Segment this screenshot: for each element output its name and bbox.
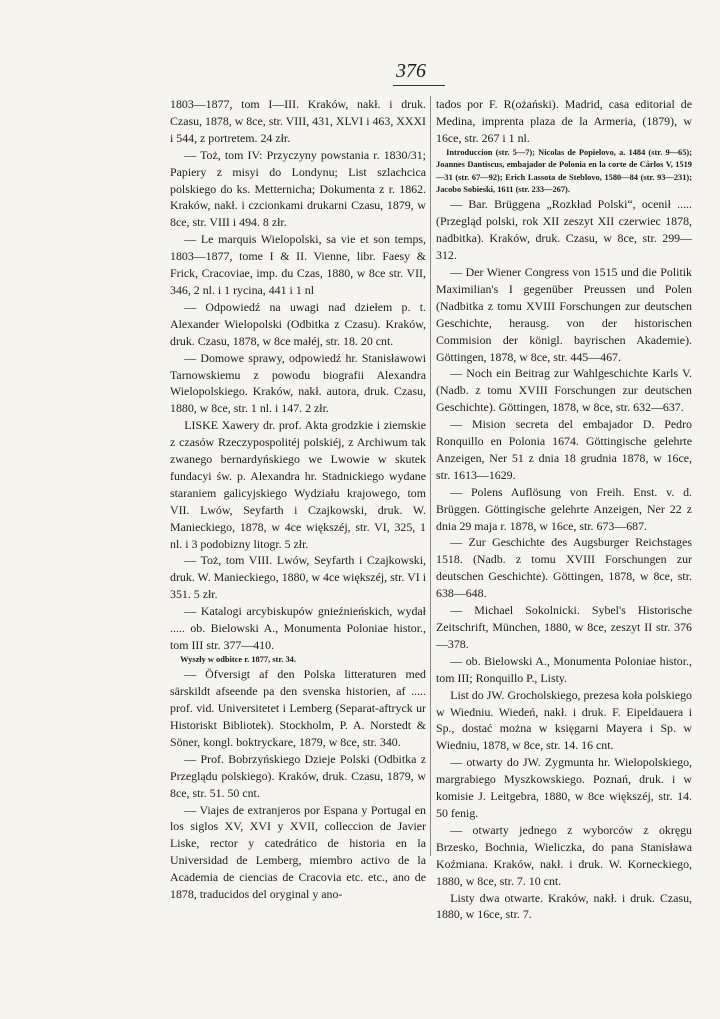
page-number: 376: [396, 60, 426, 82]
bibliography-entry: — Michael Sokolnicki. Sybel's Historische Zeitschrift, München, 1880, w 8ce, zeszyt II str. 376—378.: [436, 603, 692, 651]
bibliography-entry: — Katalogi arcybiskupów gnieźnieńskich, wydał ..... ob. Bielowski A., Monumenta Poloniae histor., tom III str. 377—410.: [170, 604, 426, 652]
bibliography-entry: — Der Wiener Congress von 1515 und die Politik Maximilian's I gegenüber Preussen und Polen (Nadbitka z tomu XVIII Forschungen zur deutschen Geschichte, herausg. von der historischen Commision der königl. bayrischen Akademie). Göttingen, 1878, w 8ce, str. 445—467.: [436, 264, 692, 364]
bibliography-entry: tados por F. R(ożański). Madrid, casa editorial de Medina, imprenta plaza de la Armeria, (1879), w 16ce, str. 267 i 1 nl.: [436, 97, 692, 145]
column-divider: [430, 96, 431, 856]
page-number-rule: [393, 85, 445, 86]
bibliography-entry: — Öfversigt af den Polska litteraturen med särskildt afseende pa den svenska historien, af ..... prof. vid. Universitetet i Lemberg (Separat-aftryck ur Historiskt Bibliotek). Stockholm, P. A. Norstedt & Söner, kongl. boktryckare, 1879, w 8ce, str. 340.: [170, 667, 426, 749]
bibliography-entry: — Viajes de extranjeros por Espana y Portugal en los siglos XV, XVI y XVII, colleccion de Javier Liske, rector y catedrático de historia en la Universidad de Lemberg, miembro activo de la Academia de ciencias de Cracovia etc. etc., ano de 1878, traducidos del oryginal y ano-: [170, 802, 426, 902]
annotation-note: Introduccion (str. 5—7); Nicolas de Popielovo, a. 1484 (str. 9—65); Joannes Dantiscus, embajador de Polonia en la corte de Cárlos V, 1519—31 (str. 67—92); Erich Lassota de Steblovo, 1580—84 (str. 93—231); Jacobo Sobieski, 1611 (str. 233—267).: [436, 147, 692, 194]
bibliography-entry: — otwarty do JW. Zygmunta hr. Wielopolskiego, margrabiego Myszkowskiego. Poznań, druk. i w komisie J. Leitgebra, 1880, w 8ce większéj, str. 14. 50 fenig.: [436, 755, 692, 820]
bibliography-entry: List do JW. Grocholskiego, prezesa koła polskiego w Wiedniu. Wiedeń, nakł. i druk. F. Eipeldauera i Sp., dostać można w księgarni Mayera i Sp. w Wiedniu, 1878, w 8ce, str. 14. 16 cnt.: [436, 687, 692, 753]
bibliography-entry: Listy dwa otwarte. Kraków, nakł. i druk. Czasu, 1880, w 16ce, str. 7.: [436, 890, 692, 922]
bibliography-entry: — Prof. Bobrzyńskiego Dzieje Polski (Odbitka z Przeglądu polskiego). Kraków, druk. Czasu, 1879, w 8ce, str. 51. 50 cnt.: [170, 751, 426, 800]
bibliography-entry: — Domowe sprawy, odpowiedź hr. Stanisławowi Tarnowskiemu z powodu biografii Alexandra Wielopolskiego. Kraków, nakł. autora, druk. Czasu, 1880, w 8ce, str. 1 nl. i 147. 2 złr.: [170, 350, 426, 416]
bibliography-entry: — Le marquis Wielopolski, sa vie et son temps, 1803—1877, tome I & II. Vienne, libr. Faesy & Frick, Cracoviae, imp. du Czas, 1880, w 8ce str. VII, 346, 2 nl. i 1 rycina, 441 i 1 nl: [170, 232, 426, 297]
right-column: [436, 96, 692, 923]
bibliography-entry: — Mision secreta del embajador D. Pedro Ronquillo en Polonia 1674. Göttingische gelehrte Anzeigen, Ner 51 z dnia 18 grudnia 1878, w 16ce, str. 1613—1629.: [436, 417, 692, 482]
bibliography-entry: — Toż, tom IV: Przyczyny powstania r. 1830/31; Papiery z misyi do Londynu; List szlachcica polskiego do ks. Metternicha; Dokumenta z r. 1862. Kraków, nakł. i czcionkami drukarni Czasu, 1879, w 8ce, str. VIII i 494. 8 złr.: [170, 147, 426, 230]
bibliography-entry: 1803—1877, tom I—III. Kraków, nakł. i druk. Czasu, 1878, w 8ce, str. VIII, 431, XLVI i 463, XXXI i 544, z portretem. 24 złr.: [170, 97, 426, 145]
bibliography-entry: — ob. Bielowski A., Monumenta Poloniae histor., tom III; Ronquillo P., Listy.: [436, 653, 692, 685]
bibliography-entry: — Zur Geschichte des Augsburger Reichstages 1518. (Nadb. z tomu XVIII Forschungen zur deutschen Geschichte). Göttingen, 1878, w 8ce, str. 638—648.: [436, 535, 692, 601]
bibliography-entry: — Odpowiedź na uwagi nad dziełem p. t. Alexander Wielopolski (Odbitka z Czasu). Kraków, druk. Czasu, 1878, w 8ce małéj, str. 18. 20 cnt.: [170, 299, 426, 348]
bibliography-entry: — Noch ein Beitrag zur Wahlgeschichte Karls V. (Nadb. z tomu XVIII Forschungen zur deutschen Geschichte). Göttingen, 1878, w 8ce, str. 632—637.: [436, 366, 692, 415]
bibliography-entry: — Polens Auflösung von Freih. Enst. v. d. Brüggen. Göttingische gelehrte Anzeigen, Ner 22 z dnia 29 maja r. 1878, w 16ce, str. 673—687.: [436, 484, 692, 533]
bibliography-entry: — otwarty jednego z wyborców z okręgu Brzesko, Bochnia, Wieliczka, do pana Stanisława Koźmiana. Kraków, nakł. i druk. W. Korneckiego, 1880, w 8ce, str. 7. 10 cnt.: [436, 822, 692, 888]
bibliography-entry: LISKE Xawery dr. prof. Akta grodzkie i ziemskie z czasów Rzeczypospolitéj polskiéj, z Archiwum tak zwanego bernardyńskiego we Lwowie w skutek fundacyi św. p. Alexandra hr. Stadnickiego wydane staraniem galicyjskiego Wydziału krajowego, tom VII. Lwów, Seyfarth i Czajkowski, druk. W. Manieckiego, 1878, w 4ce większéj, str. VI, 325, 1 nl. i 3 podobizny litogr. 5 złr.: [170, 418, 426, 551]
bibliography-entry: — Bar. Brüggena „Rozkład Polski“, ocenił ..... (Przegląd polski, rok XII zeszyt XII czerwiec 1878, nadbitka). Kraków, druk. Czasu, w 8ce, str. 299—312.: [436, 197, 692, 263]
bibliography-entry: — Toż, tom VIII. Lwów, Seyfarth i Czajkowski, druk. W. Manieckiego, 1880, w 4ce większéj, str. VI i 351. 5 złr.: [170, 553, 426, 602]
annotation-note: Wyszły w odbitce r. 1877, str. 34.: [180, 654, 296, 664]
left-column: [170, 96, 426, 903]
